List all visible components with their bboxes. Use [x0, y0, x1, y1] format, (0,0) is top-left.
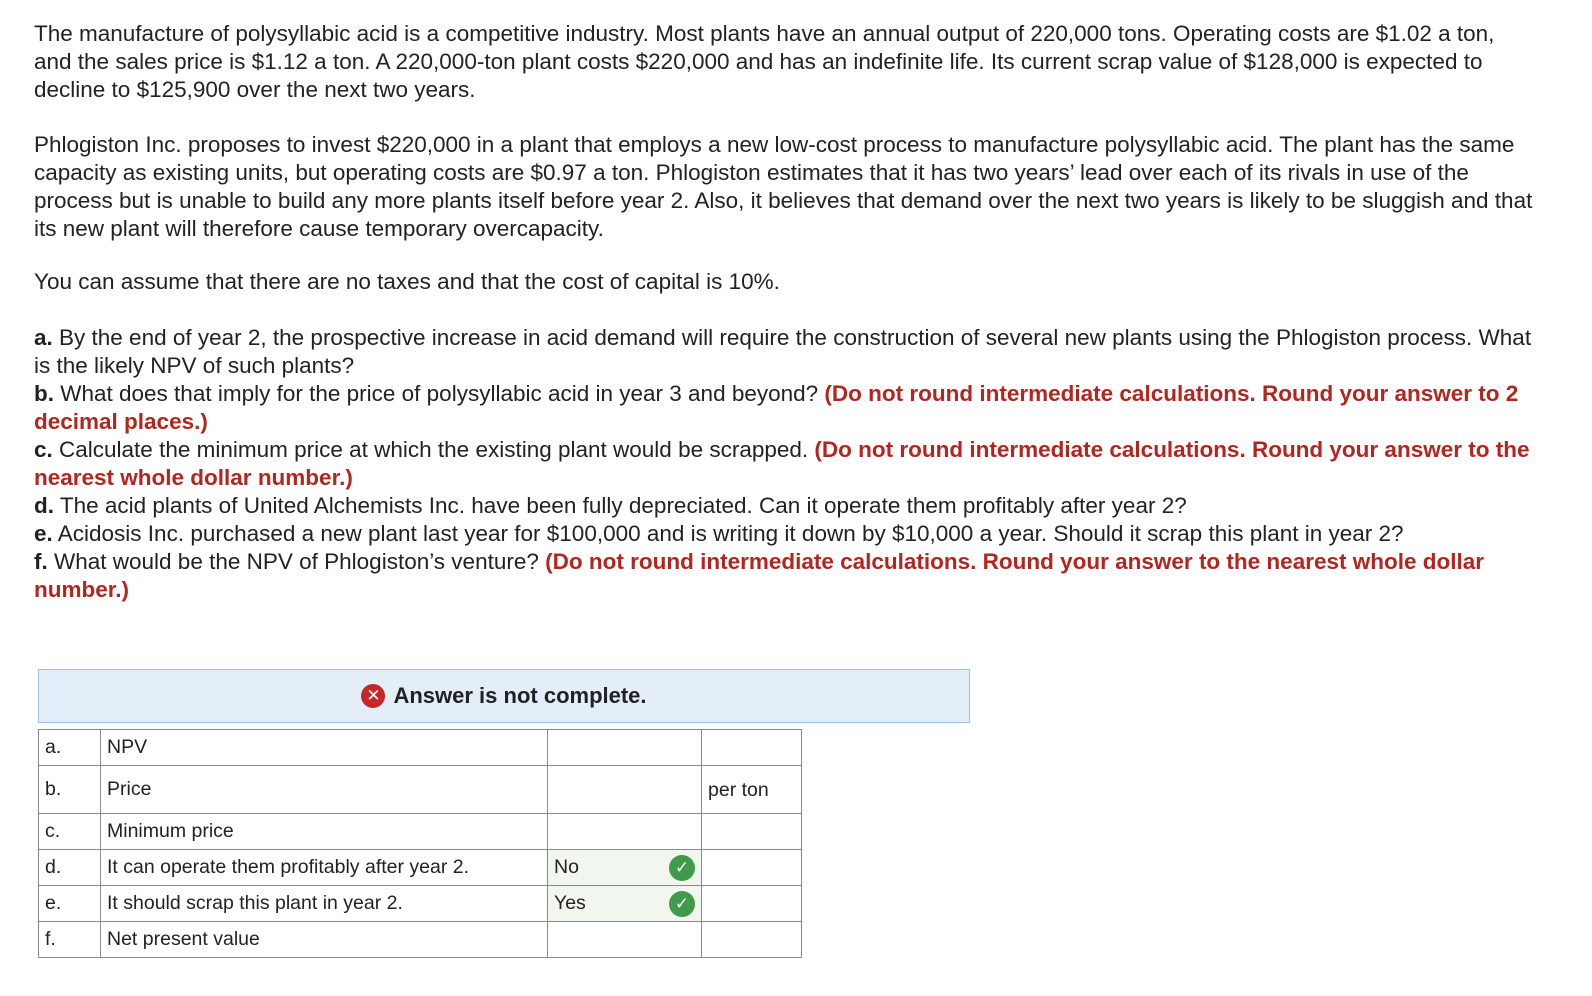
- problem-paragraph-2: Phlogiston Inc. proposes to invest $220,000 in a plant that employs a new low-cost process to manufacture polysyllabic acid. The plant has the same capacity as existing units, but operating costs are $0.97 a ton. Phlogiston estimates that it has two years’ lead over each of its rivals in use of the process but is unable to build any more plants itself before year 2. Also, it believes that demand over the next two years is likely to be sluggish and that its new plant will therefore cause temporary overcapacity.: [34, 132, 1533, 241]
- selected-value: Yes: [554, 892, 586, 914]
- error-x-icon: ✕: [361, 684, 385, 708]
- row-unit: [702, 730, 802, 766]
- question-c: c. Calculate the minimum price at which the existing plant would be scrapped. (Do not round intermediate calculations. Round your answer to the nearest whole dollar number.): [34, 437, 1530, 490]
- problem-paragraph-3: You can assume that there are no taxes and that the cost of capital is 10%.: [34, 269, 780, 294]
- operate-profitably-select[interactable]: [548, 850, 702, 886]
- table-row: [39, 886, 802, 922]
- row-letter: f.: [39, 922, 101, 958]
- answer-status-banner: [38, 669, 970, 723]
- banner-text: Answer is not complete.: [393, 683, 647, 708]
- row-label: Minimum price: [101, 814, 548, 850]
- question-a: a. By the end of year 2, the prospective increase in acid demand will require the construction of several new plants using the Phlogiston process. What is the likely NPV of such plants?: [34, 325, 1532, 378]
- selected-value: No: [554, 856, 579, 878]
- answer-table: [38, 729, 802, 958]
- table-row: [39, 730, 802, 766]
- row-letter: a.: [39, 730, 101, 766]
- row-unit: per ton: [702, 766, 802, 814]
- row-label: Price: [101, 766, 548, 814]
- rounding-note: (Do not round intermediate calculations. Round your answer to the nearest whole dollar number.): [34, 549, 1484, 602]
- row-letter: e.: [39, 886, 101, 922]
- row-label: It should scrap this plant in year 2.: [101, 886, 548, 922]
- question-d: d. The acid plants of United Alchemists Inc. have been fully depreciated. Can it operate them profitably after year 2?: [34, 493, 1187, 518]
- question-b: b. What does that imply for the price of polysyllabic acid in year 3 and beyond? (Do not round intermediate calculations. Round your answer to 2 decimal places.): [34, 381, 1519, 434]
- price-input[interactable]: [548, 766, 702, 814]
- question-list: [34, 324, 1534, 604]
- row-letter: b.: [39, 766, 101, 814]
- problem-paragraph-1: The manufacture of polysyllabic acid is a competitive industry. Most plants have an annual output of 220,000 tons. Operating costs are $1.02 a ton, and the sales price is $1.12 a ton. A 220,000-ton plant costs $220,000 and has an indefinite life. Its current scrap value of $128,000 is expected to decline to $125,900 over the next two years.: [34, 21, 1495, 102]
- table-row: [39, 850, 802, 886]
- row-label: Net present value: [101, 922, 548, 958]
- question-e: e. Acidosis Inc. purchased a new plant last year for $100,000 and is writing it down by $10,000 a year. Should it scrap this plant in year 2?: [34, 521, 1404, 546]
- table-row: [39, 922, 802, 958]
- net-present-value-input[interactable]: [548, 922, 702, 958]
- table-row: [39, 814, 802, 850]
- question-f: f. What would be the NPV of Phlogiston’s venture? (Do not round intermediate calculations. Round your answer to the nearest whole dollar number.): [34, 549, 1484, 602]
- row-label: It can operate them profitably after year 2.: [101, 850, 548, 886]
- row-label: NPV: [101, 730, 548, 766]
- correct-check-icon: ✓: [669, 855, 695, 881]
- minimum-price-input[interactable]: [548, 814, 702, 850]
- rounding-note: (Do not round intermediate calculations. Round your answer to the nearest whole dollar number.): [34, 437, 1530, 490]
- row-letter: c.: [39, 814, 101, 850]
- correct-check-icon: ✓: [669, 891, 695, 917]
- npv-input[interactable]: [548, 730, 702, 766]
- row-unit: [702, 922, 802, 958]
- row-unit: [702, 814, 802, 850]
- scrap-plant-select[interactable]: [548, 886, 702, 922]
- rounding-note: (Do not round intermediate calculations. Round your answer to 2 decimal places.): [34, 381, 1519, 434]
- table-row: [39, 766, 802, 814]
- row-unit: [702, 886, 802, 922]
- row-unit: [702, 850, 802, 886]
- row-letter: d.: [39, 850, 101, 886]
